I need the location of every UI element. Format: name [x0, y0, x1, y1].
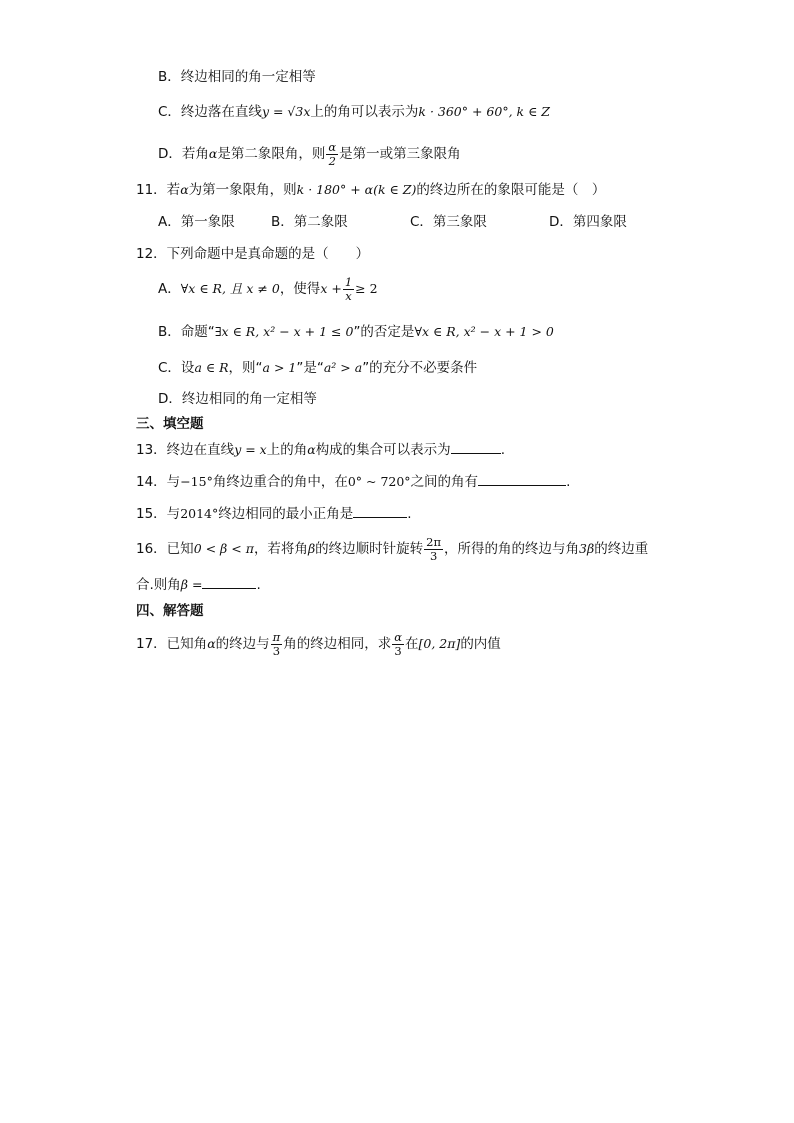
option-d-mid: 是第二象限角，则	[217, 146, 326, 162]
q17-pre: 17．已知角	[136, 636, 208, 652]
fraction-numerator: 1	[344, 274, 353, 289]
math-a2-gt-a: a² > a	[323, 360, 363, 375]
math-angle-expr: k · 180° + α(k ∈ Z)	[296, 182, 417, 197]
section-answer-heading	[136, 602, 204, 620]
option-c-mid: 上的角可以表示为	[310, 104, 419, 120]
q12-stem	[136, 245, 369, 263]
q11-stem	[136, 181, 605, 199]
option-b-pre: B．命题“	[158, 324, 215, 340]
q14-mid2: 之间的角有	[410, 474, 479, 490]
math-a-in-r: a ∈ R	[194, 360, 229, 375]
q14-end: .	[566, 474, 571, 490]
q15-pre: 15．与	[136, 506, 181, 522]
q13-post: 构成的集合可以表示为	[315, 442, 451, 458]
math-line-eq: y = √3x	[261, 104, 311, 119]
q15-post: 终边相同的最小正角是	[218, 506, 354, 522]
q11-mid: 为第一象限角，则	[188, 182, 297, 198]
q12-option-c	[158, 359, 477, 377]
answer-blank	[202, 576, 256, 589]
fraction-pi-over-3	[271, 631, 283, 658]
math-angle: −15°	[180, 474, 213, 489]
option-d-pre: D．若角	[158, 146, 209, 162]
math-alpha: α	[208, 146, 218, 161]
math-alpha: α	[207, 636, 216, 651]
option-c-post: ”的充分不必要条件	[362, 360, 478, 376]
math-beta: β	[307, 541, 316, 556]
fraction-denominator: 2	[326, 154, 338, 168]
fraction-denominator: 3	[424, 549, 443, 563]
fraction-alpha-over-3	[392, 631, 404, 658]
q12-option-d	[158, 390, 317, 408]
section-title: 四、解答题	[136, 603, 204, 619]
math-angle-expr: k · 360° + 60°, k ∈ Z	[418, 104, 550, 119]
q10-option-d	[158, 140, 461, 168]
q13	[136, 441, 505, 459]
q12-option-b	[158, 323, 554, 341]
option-b-mid: ”的否定是	[353, 324, 415, 340]
q12-stem-text: 12．下列命题中是真命题的是（ ）	[136, 246, 370, 262]
option-a-mid: ，使得	[279, 281, 321, 297]
fraction-alpha-over-2	[326, 141, 338, 168]
math-condition: 0 < β < π	[193, 541, 254, 556]
fraction-1-over-x	[343, 276, 354, 303]
fraction-denominator: x	[343, 289, 354, 303]
q16-mid2: 的终边顺时针旋转	[315, 541, 424, 557]
math-angle: 2014°	[180, 506, 219, 521]
math-beta-eq: β =	[180, 577, 203, 592]
q15	[136, 505, 412, 523]
q14-pre: 14．与	[136, 474, 181, 490]
section-title: 三、填空题	[136, 416, 204, 432]
q16-mid1: ，若将角	[253, 541, 308, 557]
math-range: 0° ~ 720°	[347, 474, 411, 489]
option-c-pre: C．终边落在直线	[158, 104, 262, 120]
math-x-plus: x +	[320, 281, 342, 296]
q17	[136, 629, 501, 659]
option-c-mid1: ，则“	[228, 360, 263, 376]
q16-line1	[136, 534, 648, 564]
fraction-2pi-over-3	[424, 536, 443, 563]
answer-blank	[451, 441, 501, 454]
q11-option-d: D．第四象限	[549, 214, 627, 230]
math-alpha: α	[307, 442, 316, 457]
q17-mid2: 角的终边相同，求	[283, 636, 392, 652]
q11-post: 的终边所在的象限可能是（ ）	[416, 182, 606, 198]
q11-pre: 11．若	[136, 182, 181, 198]
fraction-denominator: 3	[271, 644, 283, 658]
q16-pre: 16．已知	[136, 541, 194, 557]
q14-mid1: 角终边重合的角中，在	[212, 474, 348, 490]
q11-option-a: A．第一象限	[158, 214, 235, 230]
q17-post: 的内值	[460, 636, 501, 652]
option-d-text: D．终边相同的角一定相等	[158, 391, 317, 407]
fraction-denominator: 3	[392, 644, 404, 658]
math-line-eq: y = x	[234, 442, 267, 457]
q14	[136, 473, 570, 491]
fraction-numerator: 2π	[426, 534, 442, 549]
section-fill-in-heading	[136, 415, 204, 433]
q13-mid: 上的角	[266, 442, 308, 458]
fraction-numerator: π	[272, 629, 281, 644]
option-b-text: B．终边相同的角一定相等	[158, 69, 316, 85]
q13-pre: 13．终边在直线	[136, 442, 235, 458]
math-forall-expr: ∀x ∈ R, x² − x + 1 > 0	[414, 324, 554, 339]
math-interval: [0, 2π]	[418, 636, 461, 651]
answer-blank	[353, 505, 407, 518]
math-3beta: 3β	[579, 541, 595, 556]
option-d-post: 是第一或第三象限角	[339, 146, 461, 162]
q11-option-b: B．第二象限	[271, 214, 348, 230]
q16-post: 的终边重	[594, 541, 649, 557]
fraction-numerator: α	[394, 629, 402, 644]
option-a-pre: A．	[158, 281, 181, 297]
fraction-numerator: α	[328, 139, 337, 154]
option-c-mid2: ”是“	[296, 360, 324, 376]
q17-mid1: 的终边与	[215, 636, 270, 652]
math-a-gt-1: a > 1	[262, 360, 297, 375]
q16-mid3: ，所得的角的终边与角	[444, 541, 580, 557]
option-c-pre: C．设	[158, 360, 195, 376]
q15-end: .	[407, 506, 412, 522]
math-alpha: α	[180, 182, 189, 197]
answer-blank	[478, 473, 566, 486]
math-forall-expr: ∀x ∈ R, 且 x ≠ 0	[180, 281, 280, 296]
q13-end: .	[500, 442, 505, 458]
q16-line2-end: .	[256, 577, 261, 593]
q12-option-a	[158, 274, 378, 304]
q16-line2	[136, 576, 261, 594]
q16-line2-pre: 合.则角	[136, 577, 181, 593]
q11-option-c: C．第三象限	[410, 214, 487, 230]
q11-options	[158, 213, 627, 231]
q17-mid3: 在	[404, 636, 419, 652]
math-ge-2: ≥ 2	[355, 281, 378, 296]
q10-option-c	[158, 103, 550, 121]
q10-option-b	[158, 68, 316, 86]
math-exists-expr: ∃x ∈ R, x² − x + 1 ≤ 0	[214, 324, 354, 339]
